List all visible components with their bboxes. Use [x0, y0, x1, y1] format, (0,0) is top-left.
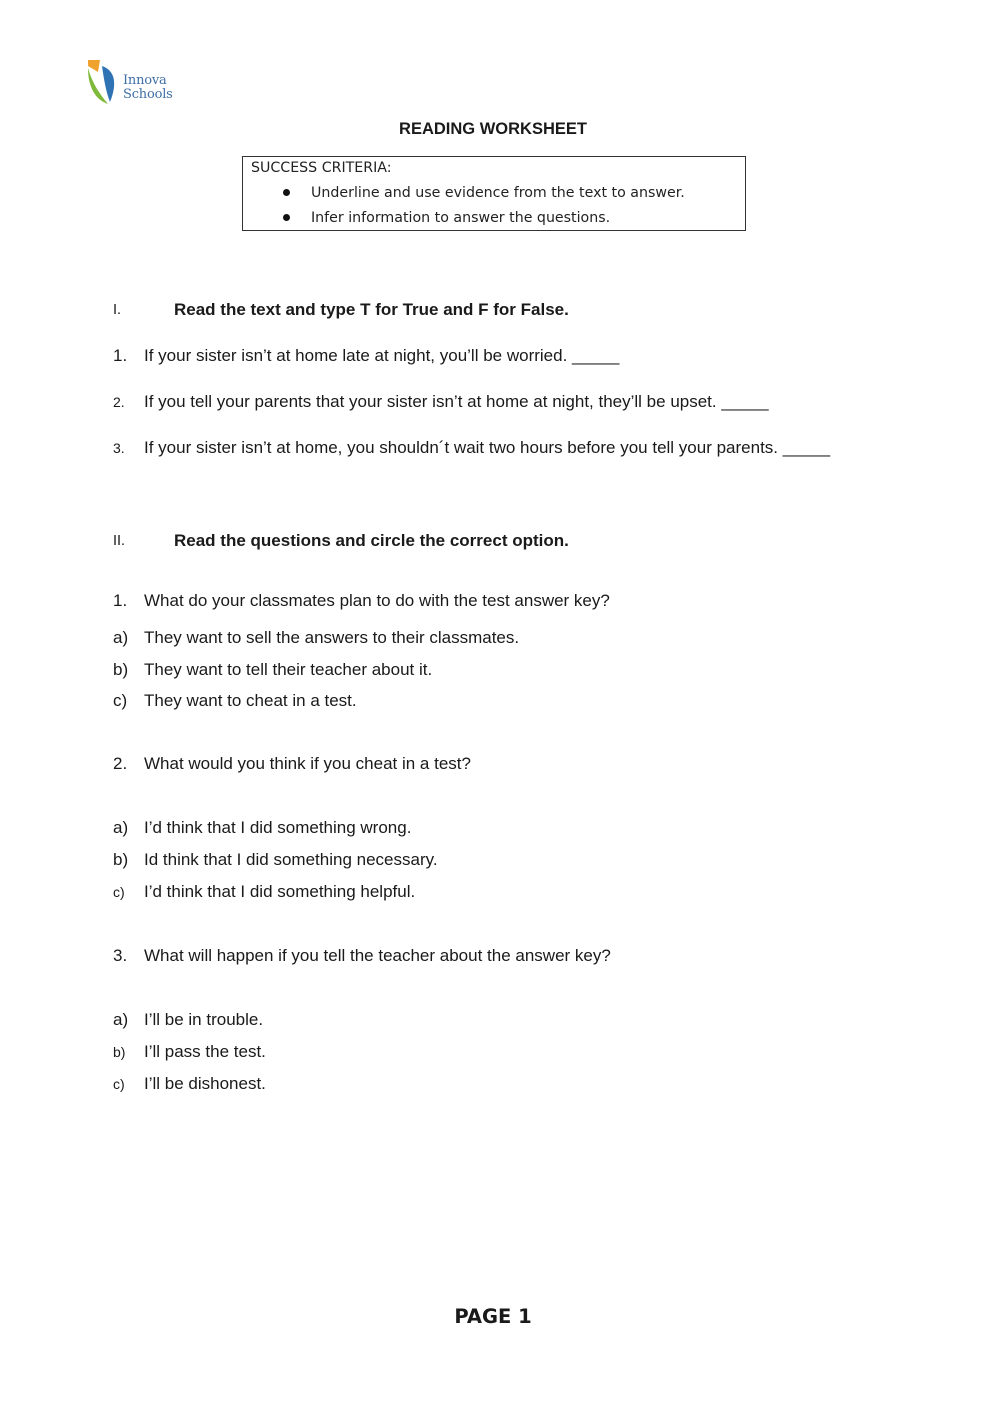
success-criteria-heading: SUCCESS CRITERIA: [251, 160, 392, 176]
question-number: 1. [113, 591, 128, 610]
section1-numeral: I. [113, 302, 122, 318]
option-text: They want to sell the answers to their classmates. [144, 628, 520, 647]
option-text: I’d think that I did something wrong. [144, 818, 412, 837]
section1-instruction: Read the text and type T for True and F for False. [174, 300, 569, 319]
bullet-icon [283, 214, 290, 221]
question-number: 2. [113, 754, 128, 773]
statement-number: 1. [113, 346, 128, 365]
section2-instruction: Read the questions and circle the correct option. [174, 531, 569, 550]
statement-text: If your sister isn’t at home late at night, you’ll be worried. _____ [144, 346, 620, 365]
option-letter: b) [113, 1044, 126, 1060]
option-text: I’d think that I did something helpful. [144, 882, 416, 901]
option-letter: a) [113, 1010, 129, 1029]
option-text: Id think that I did something necessary. [144, 850, 438, 869]
bullet-icon [283, 189, 290, 196]
option-text: I’ll be in trouble. [144, 1010, 264, 1029]
success-criteria-item: Infer information to answer the questions. [311, 210, 611, 226]
section2-numeral: II. [113, 533, 126, 549]
option-letter: b) [113, 660, 129, 679]
option-letter: a) [113, 628, 129, 647]
option-text: I’ll pass the test. [144, 1042, 266, 1061]
logo-text-line1: Innova [123, 73, 167, 88]
success-criteria-box [242, 156, 746, 231]
question-number: 3. [113, 946, 128, 965]
statement-number: 2. [113, 394, 125, 410]
option-text: They want to tell their teacher about it. [144, 660, 433, 679]
statement-text: If your sister isn’t at home, you shouldn´t wait two hours before you tell your parents. _____ [144, 438, 831, 457]
option-text: I’ll be dishonest. [144, 1074, 266, 1093]
option-letter: c) [113, 1076, 125, 1092]
success-criteria-item: Underline and use evidence from the text to answer. [311, 185, 685, 201]
option-letter: c) [113, 884, 125, 900]
question-text: What will happen if you tell the teacher about the answer key? [144, 946, 611, 965]
question-text: What would you think if you cheat in a test? [144, 754, 471, 773]
statement-text: If you tell your parents that your sister isn’t at home at night, they’ll be upset. _____ [144, 392, 769, 411]
option-letter: a) [113, 818, 129, 837]
option-letter: b) [113, 850, 129, 869]
option-text: They want to cheat in a test. [144, 691, 357, 710]
option-letter: c) [113, 691, 128, 710]
logo-text-line2: Schools [123, 87, 173, 102]
statement-number: 3. [113, 440, 125, 456]
logo-emblem-icon [84, 58, 124, 108]
question-text: What do your classmates plan to do with the test answer key? [144, 591, 610, 610]
page-title: READING WORKSHEET [399, 120, 587, 138]
page-number: PAGE 1 [454, 1305, 532, 1328]
innova-schools-logo [84, 58, 194, 108]
